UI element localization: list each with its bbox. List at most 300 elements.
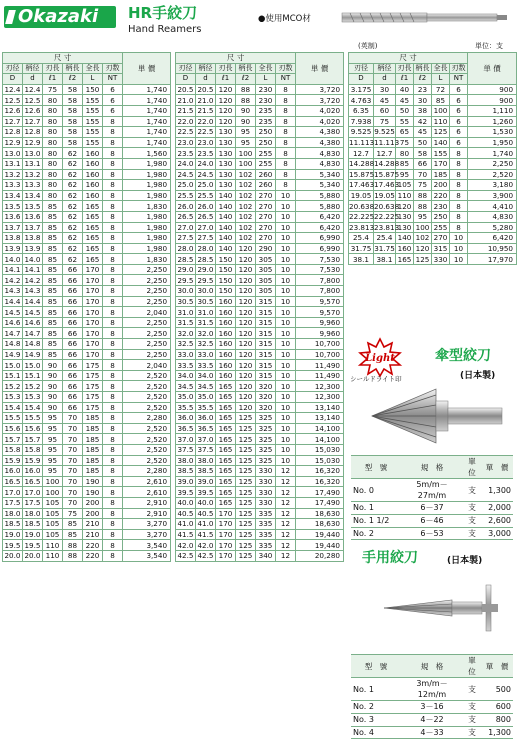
dimension-cell: 28.0: [177, 243, 194, 253]
dimension-cell: 12: [276, 497, 296, 508]
dimension-cell: 58: [63, 137, 83, 148]
price-cell: 2,250: [123, 275, 171, 286]
dimension-cell: 13.0: [24, 148, 41, 158]
dimension-cell: 165: [216, 381, 236, 392]
table-row: [3, 296, 171, 307]
column-header: 單 價: [481, 655, 513, 678]
column-header-label: 全長: [433, 63, 448, 72]
dimension-cell: 170: [83, 339, 103, 350]
dimension-cell: 130: [216, 148, 236, 159]
dimension-cell: 45: [374, 95, 396, 106]
dimension-cell: 28.5: [197, 254, 214, 264]
inch-table: [348, 52, 517, 265]
dimension-cell: 170: [83, 286, 103, 297]
table-row: [176, 402, 344, 413]
model-cell: No. 0: [351, 479, 401, 502]
table-row: [3, 254, 171, 265]
dimension-cell: 340: [256, 550, 276, 561]
column-header-label: 刃長: [43, 63, 63, 74]
dimension-cell: 120: [236, 360, 256, 371]
dimension-cell: 270: [432, 233, 450, 244]
column-header: 規 格: [401, 456, 463, 479]
model-cell: No. 3: [351, 713, 401, 726]
unit-cell: 支: [463, 502, 481, 515]
dimension-cell: 185: [83, 434, 103, 445]
table-row: [3, 444, 171, 455]
reamer-image: [340, 6, 510, 28]
dimension-cell: 200: [83, 508, 103, 519]
price-cell: 16,320: [296, 476, 344, 487]
dimension-cell: 200: [83, 497, 103, 508]
dimension-cell: 13.6: [24, 212, 41, 222]
spec-cell: 6－46: [401, 514, 463, 527]
dimension-cell: 18.5: [24, 519, 41, 529]
dimension-cell: 19.05: [374, 191, 395, 201]
dimension-cell: 190: [83, 476, 103, 487]
price-cell: 1,950: [468, 137, 517, 148]
table-row: [176, 116, 344, 127]
dimension-cell: 66: [63, 392, 83, 403]
dimension-cell: 165: [216, 487, 236, 498]
dimension-cell: 17.463: [374, 180, 400, 190]
dimension-cell: 330: [256, 476, 276, 487]
dimension-cell: 66: [63, 370, 83, 381]
dimension-cell: 66: [63, 275, 83, 286]
dimension-cell: 85: [43, 254, 63, 265]
dimension-cell: 34.5: [177, 381, 194, 391]
umbrella-price-table: [351, 455, 513, 540]
dimension-cell: 80: [43, 127, 63, 138]
dimension-cell: 19.05: [349, 190, 374, 201]
table-row: [176, 158, 344, 169]
dimension-cell: 8: [276, 137, 296, 148]
dimension-cell: 39.0: [197, 477, 214, 487]
dimension-cell: 32.5: [177, 339, 194, 349]
dimension-cell: 105: [43, 529, 63, 540]
dimension-cell: 62: [63, 222, 83, 233]
dimension-cell: 8: [103, 222, 123, 233]
table-row: [176, 519, 344, 530]
column-header-label: 柄長: [236, 63, 256, 74]
price-cell: 18,630: [296, 508, 344, 519]
dimension-cell: 175: [83, 402, 103, 413]
dimension-cell: 100: [43, 487, 63, 498]
dimension-cell: 72: [432, 84, 450, 95]
dimension-cell: 8: [103, 116, 123, 127]
dimension-cell: 170: [83, 275, 103, 286]
dimension-cell: 8: [450, 169, 468, 180]
dimension-cell: 24.0: [177, 159, 194, 169]
dimension-cell: 42.0: [177, 540, 194, 550]
dimension-cell: 10: [276, 413, 296, 424]
dimension-cell: 13.5: [24, 201, 41, 211]
model-cell: No. 1: [351, 502, 401, 515]
model-cell: No. 2: [351, 701, 401, 714]
dimension-cell: 8: [103, 381, 123, 392]
dimension-cell: 62: [63, 190, 83, 201]
dimension-cell: 12.6: [4, 106, 21, 116]
dimension-cell: 80: [396, 148, 414, 159]
table-row: [349, 243, 517, 254]
dimension-cell: 235: [256, 105, 276, 116]
dimension-cell: 14.6: [4, 318, 21, 328]
dimension-cell: 15.0: [4, 360, 21, 370]
dimension-cell: 8: [450, 190, 468, 201]
dimension-cell: 165: [216, 444, 236, 455]
dimension-cell: 140: [396, 233, 414, 244]
dimension-cell: 55: [396, 116, 414, 127]
dimension-cell: 85: [43, 286, 63, 297]
dimension-cell: 6: [450, 137, 468, 148]
price-cell: 5,340: [296, 169, 344, 180]
dimension-cell: 80: [43, 148, 63, 159]
dimension-cell: 90: [43, 370, 63, 381]
dimension-cell: 30: [414, 95, 432, 106]
dimension-cell: 165: [216, 476, 236, 487]
dimension-cell: 80: [43, 95, 63, 106]
dimension-cell: 110: [43, 540, 63, 551]
dimension-cell: 90: [43, 381, 63, 392]
dimension-cell: 160: [216, 370, 236, 381]
hand-tool-origin: (日本製): [447, 556, 483, 566]
table-row: [3, 169, 171, 180]
price-cell: 4,380: [296, 137, 344, 148]
dimension-cell: 8: [103, 264, 123, 275]
metric-table-middle: [175, 52, 344, 562]
dimension-cell: 140: [216, 211, 236, 222]
dimension-cell: 12.7: [4, 116, 21, 126]
dimension-cell: 85: [43, 317, 63, 328]
dimension-cell: 14.9: [24, 349, 41, 359]
dimension-cell: 325: [256, 444, 276, 455]
table-row: [3, 264, 171, 275]
dimension-cell: 12.5: [4, 95, 21, 105]
dimension-cell: 60: [374, 105, 396, 116]
dimension-cell: 19.5: [4, 540, 21, 550]
dimension-cell: 165: [83, 233, 103, 244]
dimension-cell: 20.638: [374, 201, 400, 211]
table-row: [351, 514, 513, 527]
dimension-cell: 170: [216, 508, 236, 519]
dimension-cell: 8: [450, 158, 468, 169]
dimension-cell: 26.5: [197, 212, 214, 222]
dimension-cell: 22.0: [177, 116, 194, 126]
dimension-cell: 120: [236, 275, 256, 286]
dimension-cell: 38.1: [374, 254, 396, 265]
price-cell: 1,980: [123, 211, 171, 222]
dimension-cell: 27.0: [177, 222, 194, 232]
dimension-cell: 9.525: [374, 127, 395, 137]
dimension-cell: 80: [43, 169, 63, 180]
table-row: [3, 413, 171, 424]
dimension-cell: 29.5: [197, 275, 214, 285]
spec-cell: 5m/m－27m/m: [401, 479, 463, 502]
price-cell: 2,040: [123, 307, 171, 318]
dimension-cell: 8: [103, 550, 123, 561]
metric-table-left: [2, 52, 171, 562]
table-row: [176, 95, 344, 106]
price-cell: 3,540: [123, 550, 171, 561]
column-header-label: 刃長: [397, 63, 412, 72]
column-header-symbol: D: [176, 74, 196, 85]
dimension-cell: 85: [396, 158, 414, 169]
dimension-cell: 12.5: [24, 95, 41, 105]
dimension-cell: 31.5: [177, 318, 194, 328]
column-header-symbol: NT: [276, 74, 296, 85]
dimension-cell: 15.5: [4, 413, 21, 423]
table-row: [3, 116, 171, 127]
dimension-cell: 10: [276, 339, 296, 350]
dimension-cell: 10: [276, 360, 296, 371]
table-row: [349, 201, 517, 212]
dimension-cell: 75: [63, 508, 83, 519]
dimension-cell: 22.5: [177, 127, 194, 137]
hand-tool-image: [382, 583, 507, 633]
page-subtitle: Hand Reamers: [128, 24, 202, 35]
price-cell: 9,570: [296, 296, 344, 307]
dimension-cell: 10: [276, 243, 296, 254]
dimension-cell: 66: [63, 286, 83, 297]
dimension-cell: 165: [83, 254, 103, 265]
table-row: [349, 105, 517, 116]
table-row: [3, 381, 171, 392]
dimension-cell: 62: [63, 243, 83, 254]
dimension-cell: 255: [256, 148, 276, 159]
price-cell: 17,490: [296, 497, 344, 508]
dimension-cell: 150: [216, 286, 236, 297]
dimension-cell: 27.0: [197, 222, 214, 232]
dimension-cell: 95: [43, 434, 63, 445]
dimension-cell: 315: [256, 339, 276, 350]
dimension-cell: 20.5: [177, 85, 194, 95]
table-row: [349, 233, 517, 244]
dimension-cell: 13.9: [24, 243, 41, 253]
table-row: [176, 476, 344, 487]
dimension-cell: 250: [432, 211, 450, 222]
dimension-cell: 155: [83, 105, 103, 116]
table-row: [3, 328, 171, 339]
table-row: [3, 211, 171, 222]
dimension-cell: 95: [414, 211, 432, 222]
table-row: [3, 127, 171, 138]
dimension-cell: 58: [63, 116, 83, 127]
dimension-cell: 125: [236, 519, 256, 530]
dimension-cell: 66: [63, 307, 83, 318]
table-row: [349, 222, 517, 233]
table-row: [176, 381, 344, 392]
dimension-cell: 15.3: [4, 392, 21, 402]
dimension-cell: 305: [256, 275, 276, 286]
dimension-cell: 28.5: [177, 254, 194, 264]
price-cell: 1,980: [123, 158, 171, 169]
column-header-label: 柄長: [63, 63, 83, 74]
dimension-cell: 160: [216, 349, 236, 360]
column-header-label: 刃径: [176, 63, 196, 74]
dimension-cell: 25.5: [177, 191, 194, 201]
column-header-label: 全長: [256, 63, 276, 74]
dimension-cell: 170: [83, 328, 103, 339]
dimension-cell: 10: [276, 434, 296, 445]
dimension-cell: 160: [83, 158, 103, 169]
dimension-cell: 8: [103, 466, 123, 477]
dimension-cell: 15.1: [4, 371, 21, 381]
table-row: [3, 423, 171, 434]
size-group-header: 尺 寸: [176, 53, 296, 64]
dimension-cell: 120: [236, 370, 256, 381]
spec-cell: 3m/m－12m/m: [401, 678, 463, 701]
dimension-cell: 125: [236, 434, 256, 445]
dimension-cell: 175: [83, 381, 103, 392]
light-brand-caption: シールドライト印: [350, 375, 402, 383]
column-header-label: 柄長: [415, 63, 430, 72]
dimension-cell: 30.5: [197, 296, 214, 306]
column-header: 單 價: [481, 456, 513, 479]
dimension-cell: 6.35: [349, 105, 374, 116]
dimension-cell: 75: [414, 180, 432, 191]
dimension-cell: 8: [103, 339, 123, 350]
dimension-cell: 40.5: [177, 508, 194, 518]
dimension-cell: 250: [256, 127, 276, 138]
dimension-cell: 130: [216, 169, 236, 180]
price-cell: 13,140: [296, 413, 344, 424]
dimension-cell: 10: [276, 286, 296, 297]
dimension-cell: 66: [63, 360, 83, 371]
dimension-cell: 255: [256, 158, 276, 169]
dimension-cell: 14.0: [24, 254, 41, 264]
price-cell: 900: [468, 84, 517, 95]
dimension-cell: 14.8: [24, 339, 41, 349]
dimension-cell: 23.0: [177, 138, 194, 148]
price-cell: 2,280: [123, 413, 171, 424]
dimension-cell: 120: [236, 349, 256, 360]
dimension-cell: 8: [103, 275, 123, 286]
brand-name: Okazaki: [18, 6, 99, 27]
column-header-symbol: d: [374, 74, 396, 85]
dimension-cell: 8: [103, 137, 123, 148]
dimension-cell: 27.5: [197, 233, 214, 243]
dimension-cell: 8: [103, 360, 123, 371]
dimension-cell: 13.0: [4, 148, 21, 158]
dimension-cell: 305: [256, 254, 276, 265]
column-header-label: 全長: [83, 63, 103, 74]
dimension-cell: 335: [256, 508, 276, 519]
dimension-cell: 110: [432, 116, 450, 127]
table-row: [3, 487, 171, 498]
umbrella-reamer-image: [366, 385, 506, 447]
dimension-cell: 190: [83, 487, 103, 498]
dimension-cell: 12.8: [4, 127, 21, 137]
dimension-cell: 155: [83, 127, 103, 138]
dimension-cell: 20.0: [24, 551, 41, 561]
dimension-cell: 37.0: [197, 434, 214, 444]
price-header: 単 價: [468, 53, 517, 85]
dimension-cell: 320: [256, 402, 276, 413]
dimension-cell: 50: [414, 137, 432, 148]
dimension-cell: 8: [103, 402, 123, 413]
dimension-cell: 33.5: [177, 360, 194, 370]
price-cell: 2,280: [123, 466, 171, 477]
dimension-cell: 102: [236, 169, 256, 180]
dimension-cell: 120: [236, 296, 256, 307]
dimension-cell: 80: [43, 116, 63, 127]
table-row: [349, 190, 517, 201]
dimension-cell: 8: [103, 243, 123, 254]
dimension-cell: 95: [396, 169, 414, 180]
dimension-cell: 15.2: [4, 381, 21, 391]
dimension-cell: 270: [256, 233, 276, 244]
price-cell: 2,040: [123, 360, 171, 371]
price-cell: 1,740: [123, 84, 171, 95]
dimension-cell: 42.5: [177, 551, 194, 561]
dimension-cell: 85: [43, 264, 63, 275]
dimension-cell: 120: [236, 328, 256, 339]
price-cell: 600: [481, 701, 513, 714]
table-row: [3, 317, 171, 328]
table-row: [349, 148, 517, 159]
dimension-cell: 10: [450, 254, 468, 265]
dimension-cell: 170: [83, 317, 103, 328]
dimension-cell: 105: [43, 508, 63, 519]
dimension-cell: 220: [83, 550, 103, 561]
dimension-cell: 37.5: [197, 445, 214, 455]
price-cell: 1,980: [123, 222, 171, 233]
dimension-cell: 14.288: [349, 159, 375, 169]
column-header-symbol: L: [256, 74, 276, 85]
dimension-cell: 185: [83, 455, 103, 466]
dimension-cell: 66: [63, 264, 83, 275]
dimension-cell: 125: [236, 529, 256, 540]
dimension-cell: 120: [216, 116, 236, 127]
dimension-cell: 14.3: [4, 286, 21, 296]
dimension-cell: 125: [236, 444, 256, 455]
dimension-cell: 160: [83, 148, 103, 159]
table-row: [3, 529, 171, 540]
table-row: [3, 180, 171, 191]
table-row: [176, 444, 344, 455]
dimension-cell: 15.6: [24, 424, 41, 434]
price-cell: 10,700: [296, 349, 344, 360]
dimension-cell: 14.9: [4, 349, 21, 359]
dimension-cell: 35.5: [177, 402, 194, 412]
dimension-cell: 335: [256, 540, 276, 551]
dimension-cell: 315: [256, 349, 276, 360]
table-row: [176, 264, 344, 275]
column-header-symbol: L: [83, 74, 103, 85]
dimension-cell: 130: [396, 222, 414, 233]
dimension-cell: 6: [103, 95, 123, 106]
model-cell: No. 2: [351, 527, 401, 540]
dimension-cell: 88: [63, 540, 83, 551]
dimension-cell: 26.5: [177, 212, 194, 222]
dimension-cell: 8: [103, 233, 123, 244]
price-cell: 2,610: [123, 487, 171, 498]
dimension-cell: 12.4: [4, 85, 21, 95]
price-cell: 3,000: [481, 527, 513, 540]
dimension-cell: 20.5: [197, 85, 214, 95]
column-header-label: 柄径: [196, 63, 216, 74]
dimension-cell: 35.5: [197, 402, 214, 412]
dimension-cell: 62: [63, 211, 83, 222]
dimension-cell: 8: [103, 127, 123, 138]
size-group-header: 尺 寸: [349, 53, 468, 64]
dimension-cell: 170: [432, 158, 450, 169]
table-row: [349, 127, 517, 138]
dimension-cell: 170: [83, 349, 103, 360]
dimension-cell: 12.6: [24, 106, 41, 116]
price-cell: 2,520: [468, 169, 517, 180]
dimension-cell: 20.0: [4, 551, 21, 561]
table-row: [176, 233, 344, 244]
